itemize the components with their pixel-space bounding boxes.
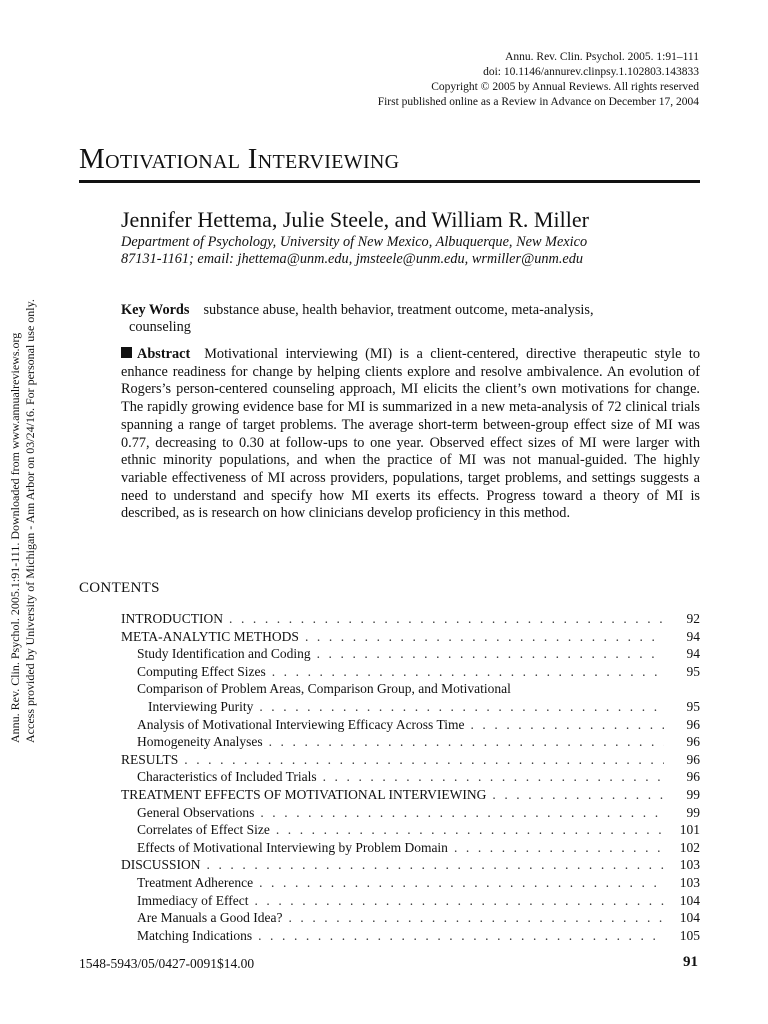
toc-leader — [317, 645, 664, 663]
toc-leader — [259, 698, 664, 716]
published-line: First published online as a Review in Advance on December 17, 2004 — [377, 96, 699, 108]
toc-subentry-continued[interactable] — [121, 698, 700, 716]
toc-entry[interactable] — [121, 628, 700, 646]
toc-entry-page: 102 — [679, 839, 700, 855]
toc-leader — [184, 751, 664, 769]
toc-entry[interactable] — [121, 856, 700, 874]
toc-subentry[interactable] — [121, 909, 700, 927]
toc-leader — [269, 733, 664, 751]
toc-subentry[interactable] — [121, 663, 700, 681]
toc-entry-label: Treatment Adherence — [137, 874, 254, 890]
toc-leader — [254, 892, 664, 910]
toc-entry-page: 99 — [686, 786, 700, 802]
toc-entry-page: 99 — [686, 804, 700, 820]
toc-leader — [454, 839, 664, 857]
toc-subentry[interactable] — [121, 680, 700, 698]
author-list: Jennifer Hettema, Julie Steele, and William R. Miller — [121, 207, 589, 232]
title-rule — [79, 180, 700, 183]
toc-subentry[interactable] — [121, 874, 700, 892]
toc-entry-page: 95 — [686, 698, 700, 714]
toc-leader — [492, 786, 664, 804]
toc-leader — [260, 804, 664, 822]
toc-subentry[interactable] — [121, 927, 700, 945]
toc-entry-label: Computing Effect Sizes — [137, 663, 266, 679]
toc-entry[interactable] — [121, 610, 700, 628]
toc-entry-label: Are Manuals a Good Idea? — [137, 910, 283, 926]
toc-entry-label: Comparison of Problem Areas, Comparison Group, and Motivational — [137, 681, 511, 697]
toc-entry-page: 96 — [686, 716, 700, 732]
toc-subentry[interactable] — [121, 821, 700, 839]
toc-entry-page: 101 — [679, 822, 700, 838]
toc-leader — [229, 610, 664, 628]
toc-entry-label: TREATMENT EFFECTS OF MOTIVATIONAL INTERVIEWING — [121, 786, 487, 802]
article-title: Motivational Interviewing — [79, 143, 400, 175]
affiliation-line: Department of Psychology, University of New Mexico, Albuquerque, New Mexico — [121, 234, 588, 250]
abstract-block — [121, 346, 700, 523]
toc-subentry[interactable] — [121, 892, 700, 910]
download-watermark — [8, 299, 37, 743]
toc-entry-page: 92 — [686, 611, 700, 626]
toc-subentry[interactable] — [121, 716, 700, 734]
toc-leader — [207, 856, 664, 874]
toc-entry-page: 96 — [686, 734, 700, 750]
download-note-line: Annu. Rev. Clin. Psychol. 2005.1:91-111. Downloaded from www.annualreviews.org — [8, 332, 22, 743]
toc-entry-page: 104 — [679, 910, 700, 926]
toc-entry-page: 104 — [679, 892, 700, 908]
affiliation-emails: 87131-1161; email: jhettema@unm.edu, jmsteele@unm.edu, wrmiller@unm.edu — [121, 251, 584, 267]
toc-entry-label: INTRODUCTION — [121, 611, 223, 626]
toc-entry[interactable] — [121, 786, 700, 804]
toc-leader — [272, 663, 664, 681]
toc-entry-page: 94 — [686, 628, 700, 644]
price-code: 1548-5943/05/0427-0091$14.00 — [79, 956, 255, 971]
toc-entry-page: 95 — [686, 663, 700, 679]
toc-entry-label: General Observations — [137, 804, 255, 820]
toc-entry-label: Interviewing Purity — [148, 698, 254, 714]
toc-subentry[interactable] — [121, 839, 700, 857]
toc-leader — [305, 628, 664, 646]
toc-entry-page: 94 — [686, 646, 700, 662]
author-affiliation — [121, 234, 701, 268]
toc-entry-label: Study Identification and Coding — [137, 646, 311, 662]
page-number: 91 — [683, 954, 698, 970]
keywords-text-continued: counseling — [129, 319, 191, 335]
contents-heading: CONTENTS — [79, 580, 160, 596]
toc-entry-label: Analysis of Motivational Interviewing Efficacy Across Time — [137, 716, 465, 732]
toc-subentry[interactable] — [121, 768, 700, 786]
toc-subentry[interactable] — [121, 804, 700, 822]
toc-entry[interactable] — [121, 751, 700, 769]
copyright-line: Copyright © 2005 by Annual Reviews. All rights reserved — [431, 81, 699, 93]
toc-entry-page: 103 — [679, 874, 700, 890]
toc-entry-label: Characteristics of Included Trials — [137, 769, 317, 785]
toc-leader — [259, 874, 664, 892]
square-bullet-icon — [121, 347, 132, 358]
toc-subentry[interactable] — [121, 645, 700, 663]
toc-entry-label: Matching Indications — [137, 927, 253, 943]
toc-entry-page: 96 — [686, 751, 700, 767]
toc-entry-label: Effects of Motivational Interviewing by Problem Domain — [137, 839, 448, 855]
toc-leader — [258, 927, 664, 945]
abstract-label: Abstract — [137, 346, 191, 362]
toc-entry-page: 96 — [686, 769, 700, 785]
access-note-line: Access provided by University of Michigan - Ann Arbor on 03/24/16. For personal use only. — [22, 299, 37, 743]
toc-leader — [276, 821, 664, 839]
toc-entry-label: Immediacy of Effect — [137, 892, 249, 908]
keywords-block — [121, 302, 699, 336]
journal-header — [179, 50, 699, 110]
table-of-contents — [121, 610, 700, 944]
keywords-label: Key Words — [121, 302, 190, 318]
toc-entry-label: Correlates of Effect Size — [137, 822, 270, 838]
journal-citation: Annu. Rev. Clin. Psychol. 2005. 1:91–111 — [505, 51, 699, 63]
abstract-text: Motivational interviewing (MI) is a client-centered, directive therapeutic style to enhance readiness for change by helping clients explore and resolve ambivalence. An evolution of Rogers’s person-centered counseling approach, MI elicits the client’s own motivations for change. The rapidly growing evidence base for MI is summarized in a new meta-analysis of 72 clinical trials spanning a range of target problems. The average short-term between-group effect size of MI was 0.77, decreasing to 0.30 at follow-ups to one year. Observed effect sizes of MI were larger with ethnic minority populations, and when the practice of MI was not manual-guided. The highly variable effectiveness of MI across providers, populations, target problems, and settings suggests a need to understand and specify how MI exerts its effects. Progress toward a theory of MI is described, as is research on how clinicians develop proficiency in this method. — [121, 346, 700, 522]
doi-line[interactable]: doi: 10.1146/annurev.clinpsy.1.102803.143833 — [483, 66, 699, 78]
toc-entry-page: 105 — [679, 927, 700, 943]
toc-leader — [323, 768, 664, 786]
toc-subentry[interactable] — [121, 733, 700, 751]
toc-entry-page: 103 — [679, 857, 700, 873]
toc-entry-label: RESULTS — [121, 751, 179, 767]
toc-leader — [288, 909, 664, 927]
toc-entry-label: DISCUSSION — [121, 857, 201, 873]
keywords-text: substance abuse, health behavior, treatment outcome, meta-analysis, — [203, 302, 594, 318]
toc-leader — [470, 716, 664, 734]
toc-entry-label: META-ANALYTIC METHODS — [121, 628, 299, 644]
toc-entry-label: Homogeneity Analyses — [137, 734, 263, 750]
